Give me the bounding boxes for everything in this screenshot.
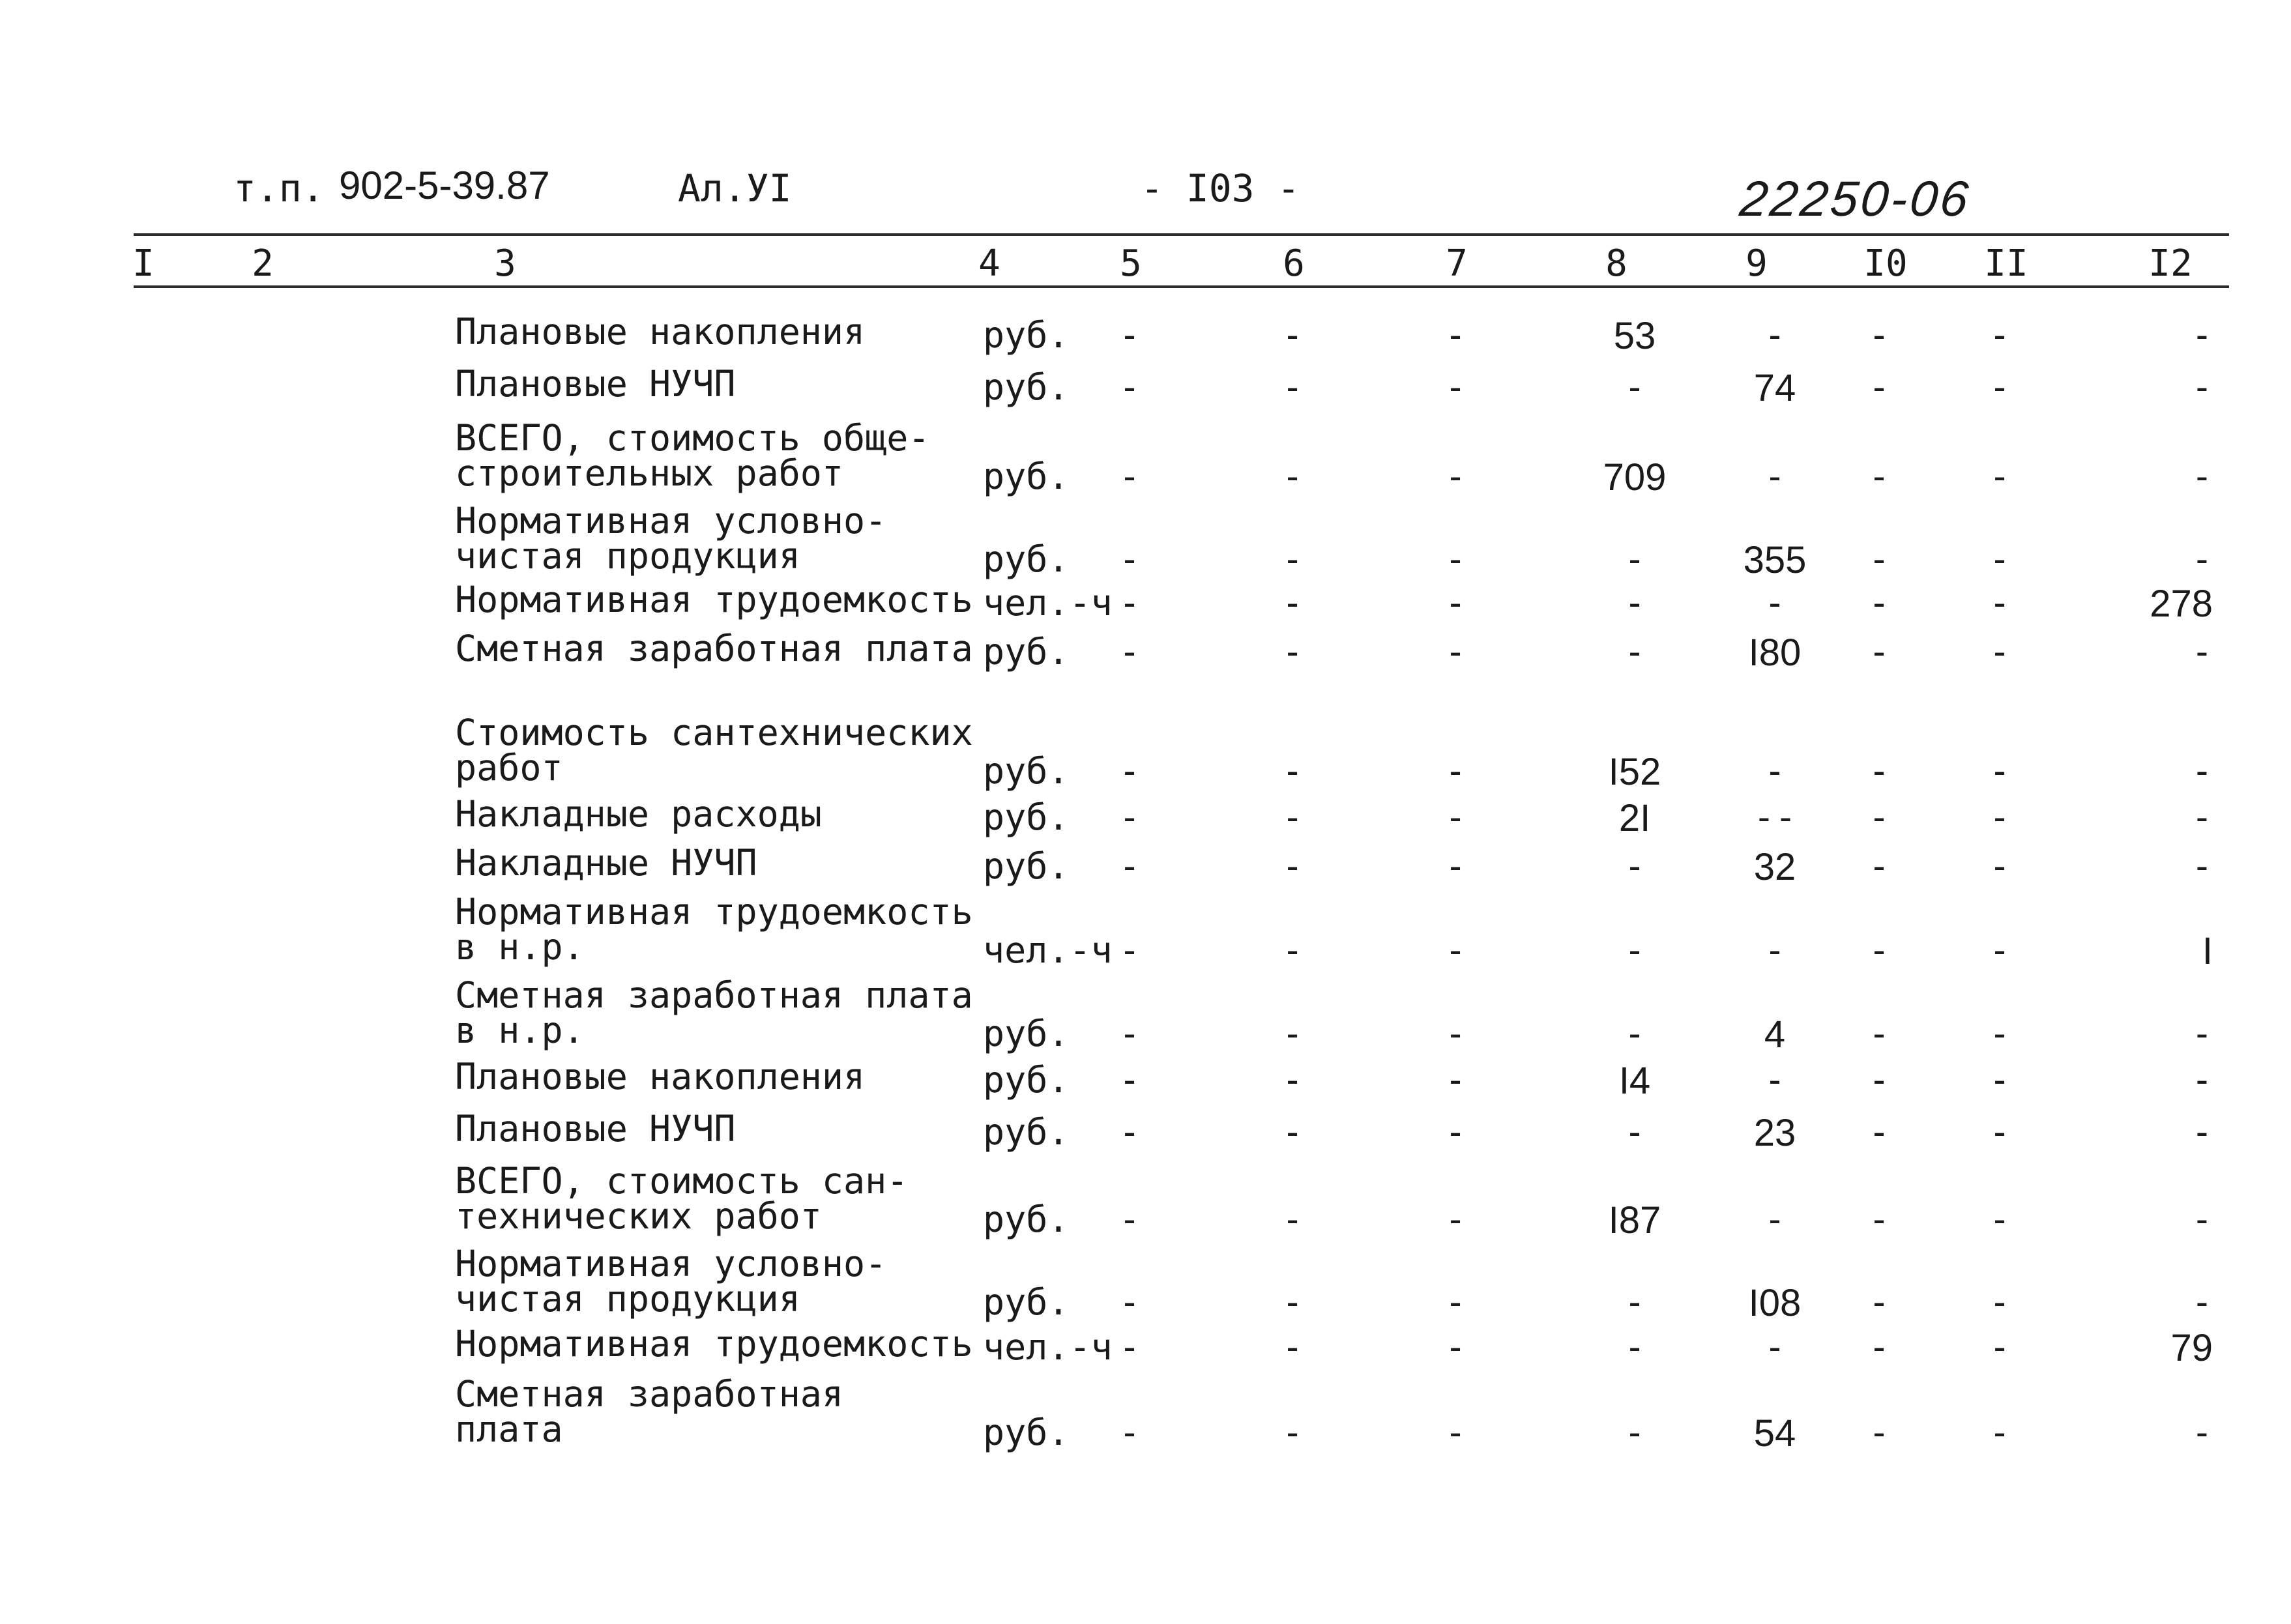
header-album: Ал.УI [678, 166, 792, 210]
cell-col-5: - [1118, 1013, 1141, 1054]
cell-col-5: - [1118, 929, 1141, 971]
cell-col-8: - [1624, 929, 1646, 971]
cell-col-6: - [1281, 750, 1304, 792]
cell-col-7: - [1444, 456, 1467, 497]
cell-col-7: - [1444, 1326, 1467, 1368]
cell-col-5: - [1118, 1326, 1141, 1368]
cell-col-8: 709 [1603, 456, 1667, 499]
cell-col-10: - [1868, 1281, 1890, 1323]
column-number-7: 7 [1446, 242, 1468, 285]
cell-col-10: - [1868, 1198, 1890, 1240]
cell-col-5: - [1118, 750, 1141, 792]
cell-col-9: I08 [1748, 1282, 1802, 1324]
row-description: Нормативная трудоемкость [455, 1323, 973, 1365]
cell-col-8: - [1624, 845, 1646, 887]
cell-col-7: - [1444, 538, 1467, 580]
row-unit: руб. [983, 366, 1070, 408]
column-number-6: 6 [1283, 242, 1305, 285]
row-unit: руб. [983, 1111, 1070, 1153]
cell-col-9: - [1764, 314, 1786, 356]
row-unit: руб. [983, 796, 1070, 838]
cell-col-10: - [1868, 1326, 1890, 1368]
cell-col-8: - [1624, 631, 1646, 673]
column-number-8: 8 [1605, 242, 1627, 285]
cell-col-12: - [2191, 314, 2213, 356]
cell-col-6: - [1281, 929, 1304, 971]
cell-col-11: - [1989, 1111, 2011, 1153]
cell-col-11: - [1989, 366, 2011, 408]
row-unit: руб. [983, 456, 1070, 497]
cell-col-12: - [2191, 631, 2213, 673]
cell-col-7: - [1444, 1412, 1467, 1453]
row-description: Накладные расходы [455, 793, 822, 835]
cell-col-12: - [2191, 538, 2213, 580]
cell-col-11: - [1989, 1281, 2011, 1323]
row-description: Плановые НУЧП [455, 363, 736, 405]
cell-col-10: - [1868, 1013, 1890, 1054]
row-description: Сметная заработная плата [455, 1373, 844, 1450]
cell-col-5: - [1118, 538, 1141, 580]
column-number-3: 3 [494, 242, 516, 285]
row-description: ВСЕГО, стоимость обще- строительных работ [455, 417, 930, 494]
cell-col-10: - [1868, 796, 1890, 838]
cell-col-11: - [1989, 1013, 2011, 1054]
cell-col-9: - [1764, 929, 1786, 971]
cell-col-11: - [1989, 1412, 2011, 1453]
cell-col-11: - [1989, 314, 2011, 356]
row-description: Нормативная трудоемкость в н.р. [455, 891, 973, 968]
cell-col-7: - [1444, 750, 1467, 792]
cell-col-6: - [1281, 456, 1304, 497]
row-unit: руб. [983, 314, 1070, 356]
cell-col-8: - [1624, 366, 1646, 408]
column-number-4: 4 [978, 242, 1000, 285]
cell-col-5: - [1118, 796, 1141, 838]
column-number-12: I2 [2148, 242, 2193, 285]
cell-col-10: - [1868, 456, 1890, 497]
cell-col-6: - [1281, 1059, 1304, 1101]
cell-col-10: - [1868, 1059, 1890, 1101]
cell-col-12: - [2191, 456, 2213, 497]
cell-col-9: 23 [1753, 1112, 1796, 1154]
cell-col-12: - [2191, 1111, 2213, 1153]
cell-col-12: - [2191, 845, 2213, 887]
cell-col-11: - [1989, 845, 2011, 887]
cell-col-6: - [1281, 1111, 1304, 1153]
row-unit: руб. [983, 538, 1070, 580]
column-number-9: 9 [1745, 242, 1768, 285]
row-unit: руб. [983, 1059, 1070, 1101]
cell-col-5: - [1118, 845, 1141, 887]
row-unit: руб. [983, 1013, 1070, 1054]
cell-col-5: - [1118, 1111, 1141, 1153]
cell-col-12: - [2191, 1412, 2213, 1453]
cell-col-9: - [1764, 582, 1786, 624]
cell-col-10: - [1868, 929, 1890, 971]
cell-col-9: - [1764, 750, 1786, 792]
row-description: Плановые накопления [455, 1056, 866, 1097]
cell-col-7: - [1444, 1111, 1467, 1153]
header-page-number: - I03 - [1141, 166, 1300, 210]
cell-col-9: 32 [1753, 846, 1796, 888]
cell-col-6: - [1281, 366, 1304, 408]
row-unit: чел.-ч [983, 582, 1113, 624]
cell-col-8: - [1624, 582, 1646, 624]
row-unit: руб. [983, 1412, 1070, 1453]
header-tp-label: т.п. [233, 166, 325, 210]
cell-col-7: - [1444, 631, 1467, 673]
cell-col-12: - [2191, 366, 2213, 408]
row-description: Плановые НУЧП [455, 1108, 736, 1150]
cell-col-10: - [1868, 631, 1890, 673]
cell-col-7: - [1444, 845, 1467, 887]
cell-col-7: - [1444, 1281, 1467, 1323]
cell-col-8: - [1624, 1326, 1646, 1368]
row-unit: руб. [983, 845, 1070, 887]
cell-col-5: - [1118, 1281, 1141, 1323]
cell-col-5: - [1118, 1198, 1141, 1240]
cell-col-8: - [1624, 538, 1646, 580]
cell-col-9: - [1764, 1326, 1786, 1368]
row-description: Сметная заработная плата в н.р. [455, 974, 973, 1051]
cell-col-10: - [1868, 366, 1890, 408]
cell-col-9: 74 [1753, 367, 1796, 409]
row-unit: руб. [983, 1198, 1070, 1240]
cell-col-11: - [1989, 1198, 2011, 1240]
cell-col-9: 4 [1764, 1013, 1786, 1056]
row-unit: чел.-ч [983, 1326, 1113, 1368]
cell-col-5: - [1118, 456, 1141, 497]
row-description: Стоимость сантехнических работ [455, 712, 973, 789]
cell-col-8: - [1624, 1013, 1646, 1054]
row-unit: руб. [983, 631, 1070, 673]
cell-col-6: - [1281, 582, 1304, 624]
cell-col-10: - [1868, 1111, 1890, 1153]
table-header-rule [134, 285, 2229, 288]
cell-col-9: -- [1753, 796, 1797, 838]
table-top-rule [134, 233, 2229, 236]
row-description: Плановые накопления [455, 311, 866, 353]
cell-col-6: - [1281, 796, 1304, 838]
cell-col-12: - [2191, 1198, 2213, 1240]
cell-col-11: - [1989, 631, 2011, 673]
cell-col-7: - [1444, 796, 1467, 838]
cell-col-12: - [2191, 750, 2213, 792]
cell-col-8: - [1624, 1281, 1646, 1323]
column-number-2: 2 [252, 242, 274, 285]
cell-col-6: - [1281, 845, 1304, 887]
cell-col-9: - [1764, 456, 1786, 497]
row-unit: руб. [983, 1281, 1070, 1323]
cell-col-7: - [1444, 1059, 1467, 1101]
row-description: Нормативная трудоемкость [455, 579, 973, 620]
cell-col-11: - [1989, 582, 2011, 624]
cell-col-6: - [1281, 1198, 1304, 1240]
cell-col-5: - [1118, 582, 1141, 624]
cell-col-5: - [1118, 1059, 1141, 1101]
cell-col-11: - [1989, 929, 2011, 971]
cell-col-12: - [2191, 1013, 2213, 1054]
cell-col-11: - [1989, 538, 2011, 580]
header-project-code: 902-5-39.87 [339, 164, 550, 207]
cell-col-12: - [2191, 1059, 2213, 1101]
cell-col-8: 2I [1618, 797, 1651, 839]
cell-col-8: - [1624, 1111, 1646, 1153]
cell-col-10: - [1868, 582, 1890, 624]
row-description: Нормативная условно- чистая продукция [455, 500, 887, 577]
cell-col-10: - [1868, 845, 1890, 887]
row-description: Накладные НУЧП [455, 842, 757, 884]
cell-col-10: - [1868, 538, 1890, 580]
row-unit: руб. [983, 750, 1070, 792]
cell-col-6: - [1281, 1281, 1304, 1323]
cell-col-7: - [1444, 366, 1467, 408]
cell-col-6: - [1281, 631, 1304, 673]
cell-col-10: - [1868, 314, 1890, 356]
cell-col-7: - [1444, 314, 1467, 356]
cell-col-9: - [1764, 1198, 1786, 1240]
cell-col-8: I52 [1608, 751, 1661, 793]
cell-col-12: 278 [2150, 583, 2213, 625]
cell-col-11: - [1989, 456, 2011, 497]
cell-col-6: - [1281, 314, 1304, 356]
row-description: ВСЕГО, стоимость сан- технических работ [455, 1160, 909, 1237]
cell-col-9: 54 [1753, 1412, 1796, 1455]
cell-col-8: - [1624, 1412, 1646, 1453]
cell-col-6: - [1281, 1013, 1304, 1054]
cell-col-8: I87 [1608, 1199, 1661, 1241]
cell-col-10: - [1868, 750, 1890, 792]
cell-col-12: - [2191, 796, 2213, 838]
cell-col-9: - [1764, 1059, 1786, 1101]
cell-col-12: I [2202, 930, 2213, 972]
cell-col-7: - [1444, 1198, 1467, 1240]
row-unit: чел.-ч [983, 929, 1113, 971]
cell-col-9: 355 [1743, 539, 1807, 581]
cell-col-11: - [1989, 1326, 2011, 1368]
row-description: Сметная заработная плата [455, 628, 973, 669]
cell-col-11: - [1989, 750, 2011, 792]
cell-col-9: I80 [1748, 631, 1802, 674]
cell-col-8: I4 [1618, 1060, 1651, 1102]
cell-col-6: - [1281, 1326, 1304, 1368]
cell-col-8: 53 [1613, 315, 1656, 357]
cell-col-7: - [1444, 1013, 1467, 1054]
column-number-11: II [1984, 242, 2028, 285]
cell-col-11: - [1989, 796, 2011, 838]
cell-col-7: - [1444, 582, 1467, 624]
column-number-1: I [132, 242, 154, 285]
cell-col-5: - [1118, 366, 1141, 408]
cell-col-12: - [2191, 1281, 2213, 1323]
cell-col-6: - [1281, 538, 1304, 580]
column-number-10: I0 [1863, 242, 1908, 285]
cell-col-7: - [1444, 929, 1467, 971]
header-doc-number: 22250-06 [1737, 171, 1974, 227]
cell-col-6: - [1281, 1412, 1304, 1453]
cell-col-5: - [1118, 314, 1141, 356]
column-number-5: 5 [1120, 242, 1142, 285]
cell-col-11: - [1989, 1059, 2011, 1101]
cell-col-12: 79 [2170, 1327, 2213, 1369]
cell-col-5: - [1118, 631, 1141, 673]
cell-col-10: - [1868, 1412, 1890, 1453]
row-description: Нормативная условно- чистая продукция [455, 1243, 887, 1320]
cell-col-5: - [1118, 1412, 1141, 1453]
